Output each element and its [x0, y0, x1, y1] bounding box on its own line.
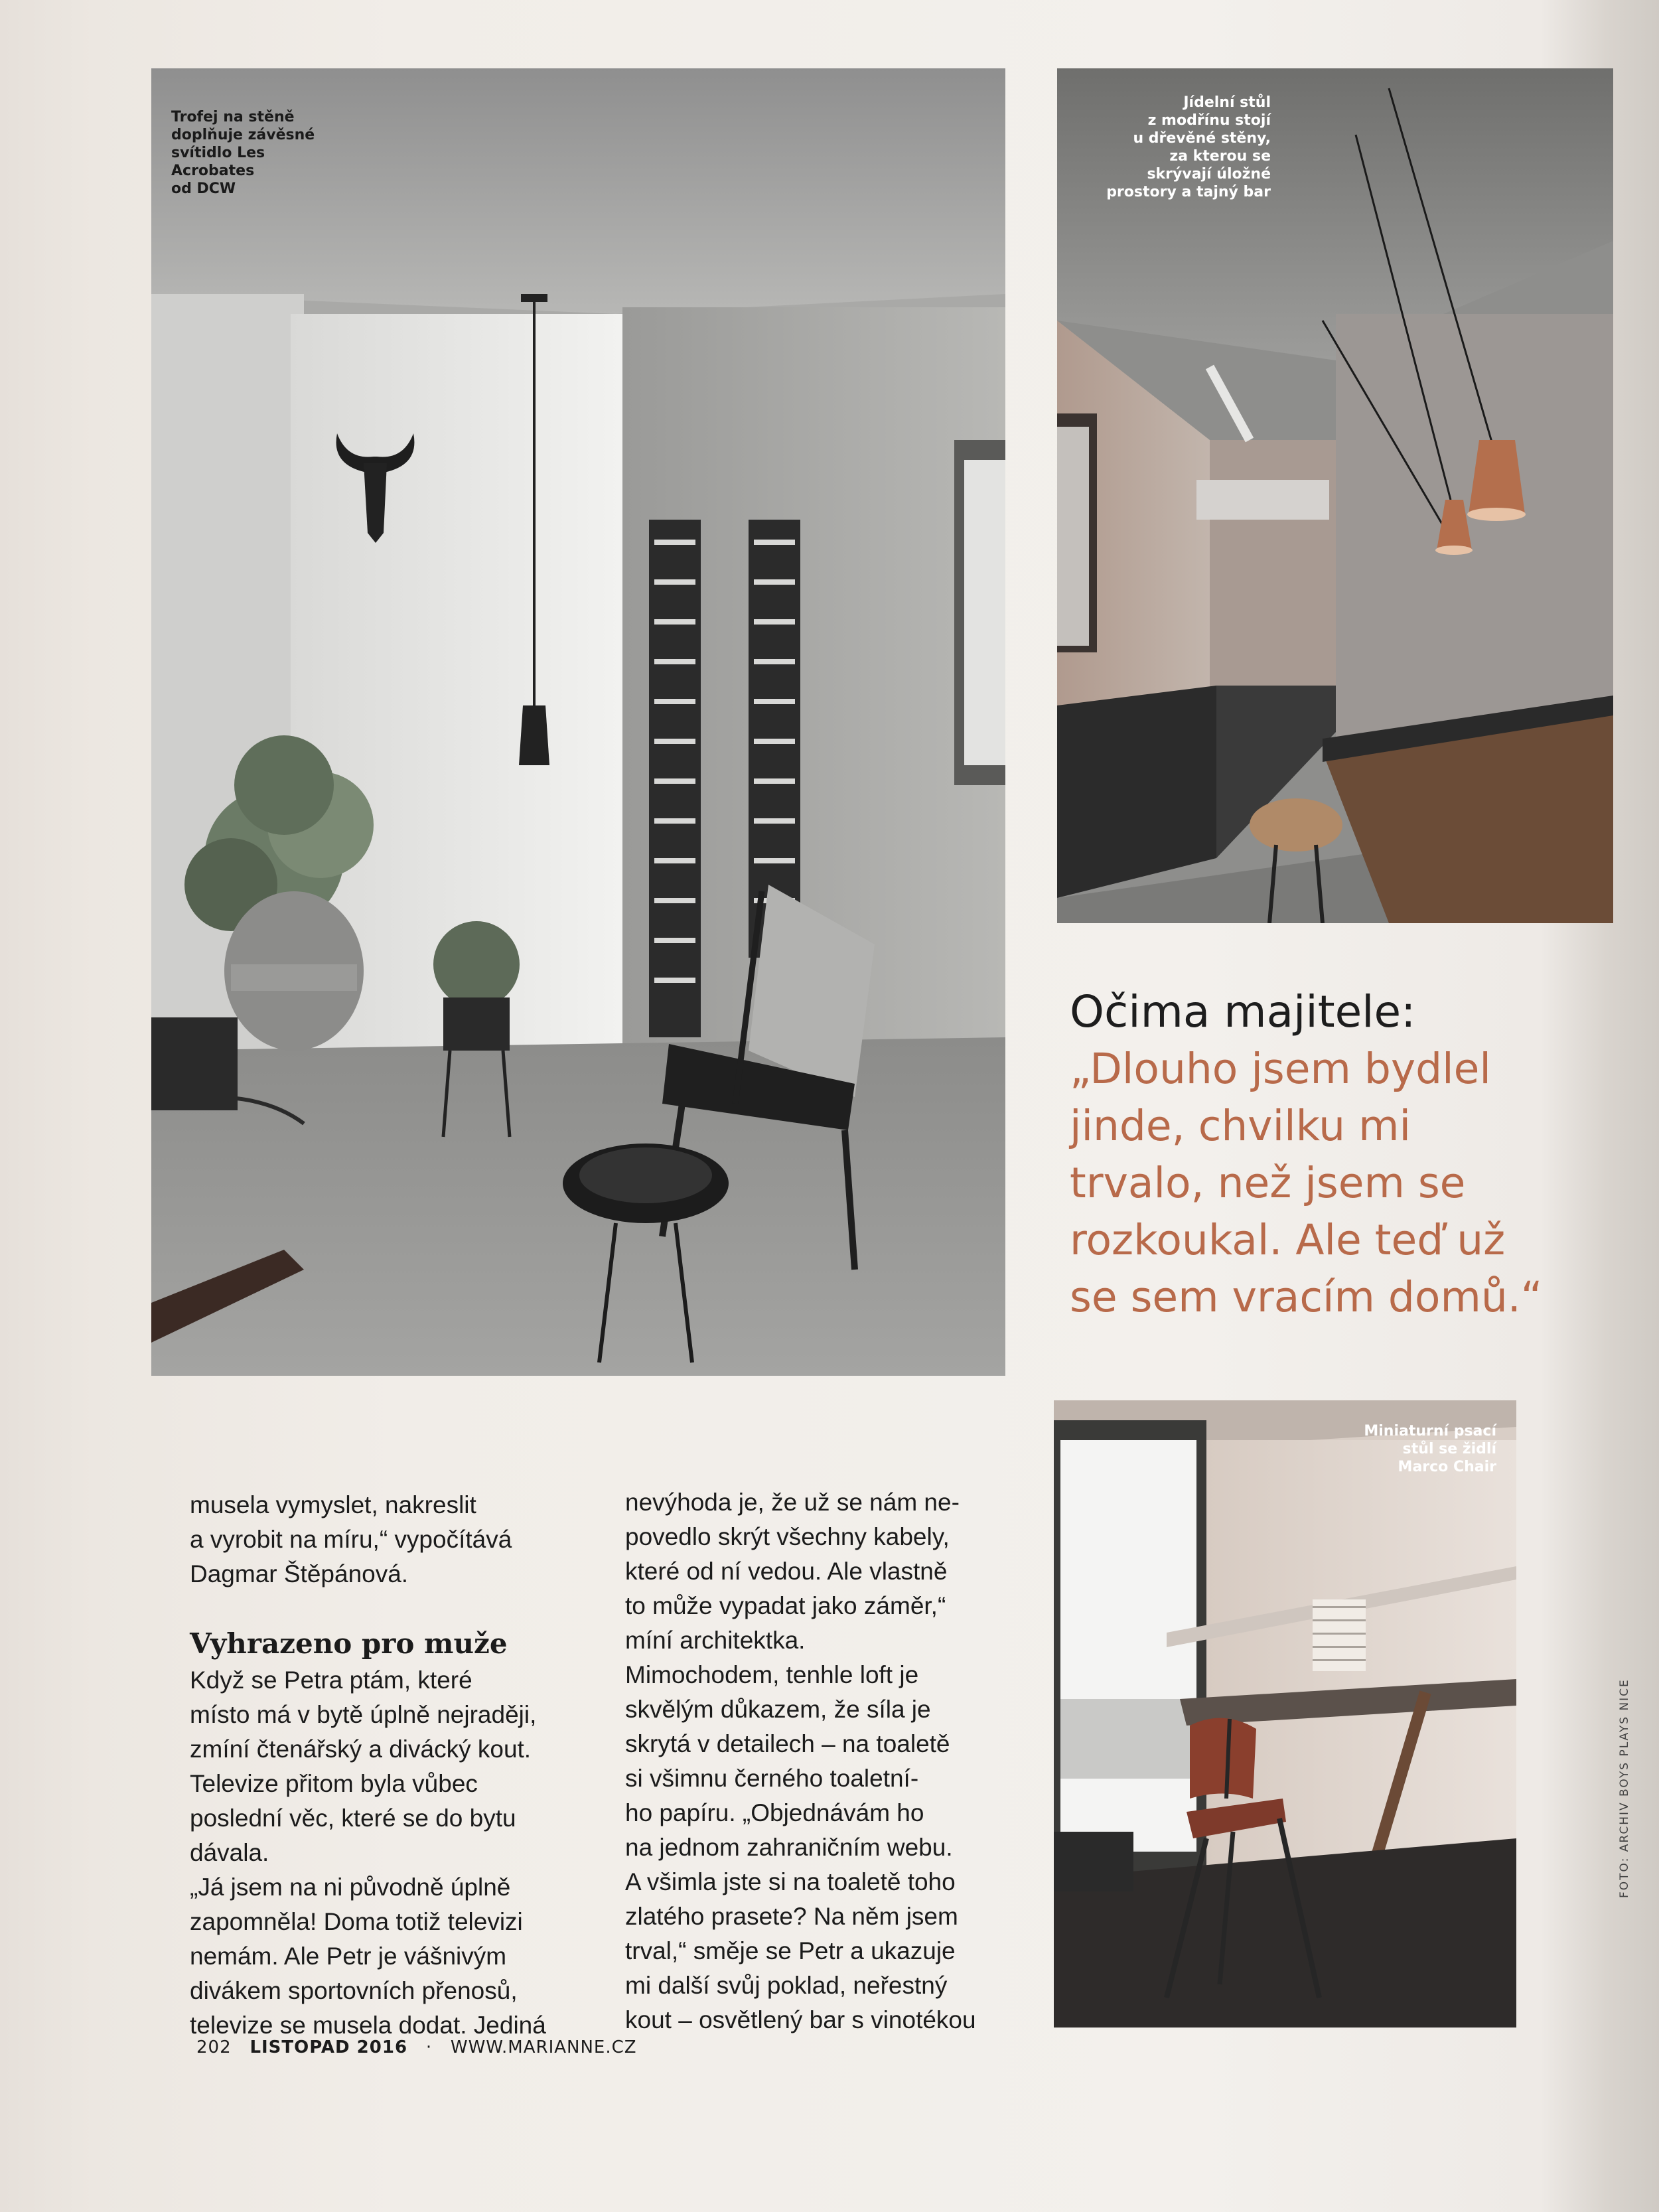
photo-desk	[1054, 1400, 1516, 2028]
page-footer	[196, 2037, 637, 2057]
caption-dining: Jídelní stůl z modřínu stojí u dřevěné stěny, za kterou se skrývají úložné prostory a tajný bar	[1106, 94, 1271, 200]
website-link: WWW.MARIANNE.CZ	[450, 2037, 637, 2057]
quote-text: „Dlouho jsem bydlel jinde, chvilku mi trvalo, než jsem se rozkoukal. Ale teď už se sem vracím domů.“	[1070, 1045, 1543, 1321]
photo-credit: FOTO: ARCHIV BOYS PLAYS NICE	[1618, 1678, 1631, 1898]
article-column-1: musela vymyslet, nakreslit a vyrobit na míru,“ vypočítává Dagmar Štěpánová. Vyhrazeno pro muže Když se Petra ptám, které místo má v bytě úplně nejraději, zmíní čtenářský a divácký kout. Televize přitom byla vůbec poslední věc, které se do bytu dávala. „Já jsem na ni původně úplně zapomněla! Doma totiž televizi nemám. Ale Petr je vášnivým divákem sportovních přenosů, televize se musela dodat. Jediná	[190, 1488, 614, 2043]
page-number: 202	[196, 2037, 232, 2057]
issue-label: LISTOPAD 2016	[250, 2037, 408, 2057]
section-subheading: Vyhrazeno pro muže	[190, 1627, 508, 1660]
quote-heading: Očima majitele:	[1070, 986, 1416, 1037]
article-column-2: nevýhoda je, že už se nám ne- povedlo skrýt všechny kabely, které od ní vedou. Ale vlastně to může vypadat jako záměr,“ míní architektka. Mimochodem, tenhle loft je skvělým důkazem, že síla je skrytá v detailech – na toaletě si všimnu černého toaletní- ho papíru. „Objednávám ho na jednom zahraničním webu. A všimla jste si na toaletě toho zlatého prasete? Na něm jsem trval,“ směje se Petr a ukazuje mi další svůj poklad, neřestný kout – osvětlený bar s vinotékou	[625, 1489, 976, 2033]
footer-separator: ·	[425, 2037, 433, 2057]
caption-desk: Miniaturní psací stůl se židlí Marco Chair	[1364, 1423, 1496, 1475]
caption-trophy: Trofej na stěně doplňuje závěsné svítidlo Les Acrobates od DCW	[171, 109, 315, 197]
photo-living-room	[151, 68, 1005, 1376]
